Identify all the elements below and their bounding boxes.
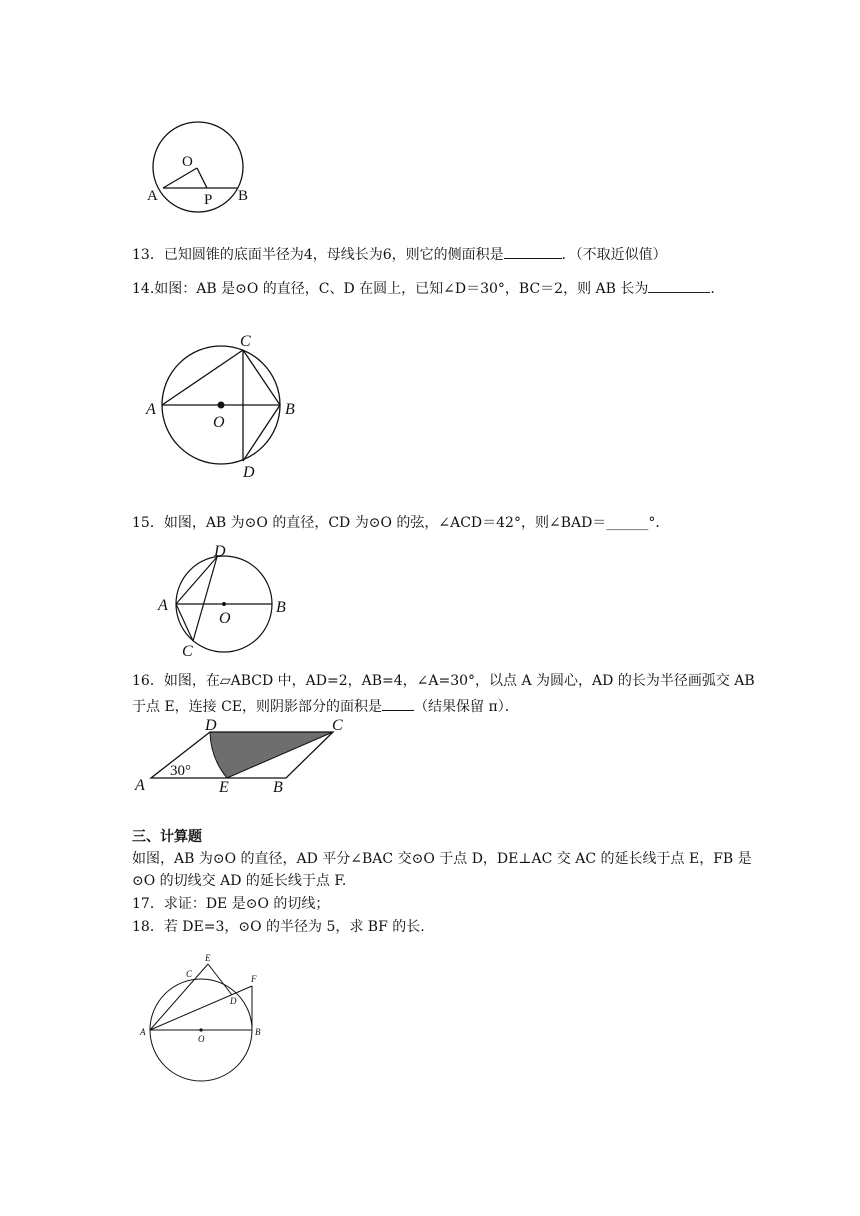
- label-d: D: [230, 996, 237, 1006]
- circle: [153, 122, 243, 212]
- figure-parallelogram: [130, 712, 350, 798]
- label-a: A: [158, 597, 168, 614]
- label-o: O: [198, 1034, 205, 1044]
- section-intro-text-1: 如图，AB 为⊙O 的直径，AD 平分∠BAC 交⊙O 于点 D，DE⊥AC 交 AC 的延长线于点 E，FB 是: [132, 851, 752, 867]
- center-point: [199, 1028, 202, 1031]
- segment-ed: [208, 964, 232, 995]
- label-e: E: [205, 953, 211, 963]
- segment-af: [150, 986, 252, 1030]
- label-c: C: [240, 333, 251, 350]
- label-b: B: [255, 1027, 261, 1037]
- question-16-text: 16．如图，在▱ABCD 中，AD=2，AB=4，∠A=30°，以点 A 为圆心，AD 的长为半径画弧交 AB: [132, 673, 755, 689]
- segment-bd: [243, 405, 280, 461]
- label-p: P: [204, 192, 213, 208]
- figure-circle-acd: [150, 538, 300, 658]
- question-17-text: 17．求证：DE 是⊙O 的切线；: [132, 896, 330, 912]
- segment-op: [197, 168, 207, 188]
- segment-ac: [176, 604, 193, 641]
- center-point: [218, 402, 225, 409]
- figure-tangent: [132, 948, 272, 1088]
- label-d: D: [214, 543, 226, 560]
- label-a: A: [135, 777, 145, 794]
- section-intro-2: [132, 872, 346, 890]
- label-f: F: [251, 974, 257, 984]
- label-c: C: [332, 717, 343, 734]
- question-16-tail: （结果保留 π）．: [414, 699, 519, 715]
- answer-blank-15[interactable]: ______: [606, 515, 649, 531]
- angle-label: 30°: [170, 763, 191, 779]
- label-o: O: [182, 154, 193, 170]
- label-c: C: [182, 643, 193, 660]
- label-o: O: [213, 414, 225, 431]
- figure-circle-abcd: [140, 330, 310, 482]
- figure-circle-chord: [140, 118, 260, 214]
- label-b: B: [285, 401, 295, 418]
- segment-ac: [162, 350, 243, 405]
- question-16-text-2: 于点 E，连接 CE，则阴影部分的面积是: [132, 699, 383, 715]
- question-18: [132, 918, 425, 936]
- question-15-text: 15．如图，AB 为⊙O 的直径，CD 为⊙O 的弦，∠ACD＝42°，则∠BAD＝: [132, 515, 607, 531]
- label-b: B: [273, 779, 283, 796]
- segment-cd: [193, 557, 217, 641]
- question-14: [132, 278, 715, 298]
- label-c: C: [186, 969, 193, 979]
- question-15-tail: °．: [648, 515, 670, 531]
- segment-ae: [150, 964, 208, 1030]
- answer-blank-16[interactable]: [382, 696, 414, 711]
- label-b: B: [276, 599, 286, 616]
- label-a: A: [146, 401, 156, 418]
- segment-cb: [243, 350, 280, 405]
- question-13: [132, 244, 667, 264]
- answer-blank-14[interactable]: [648, 278, 710, 293]
- answer-blank-13[interactable]: [504, 244, 562, 259]
- question-16-line1: [132, 672, 755, 690]
- section-title-text: 三、计算题: [132, 829, 202, 845]
- label-a: A: [140, 1027, 146, 1037]
- label-b: B: [238, 188, 249, 204]
- segment-oa: [163, 168, 197, 188]
- question-17: [132, 895, 329, 913]
- label-d: D: [205, 717, 217, 734]
- shaded-region: [210, 732, 333, 778]
- question-14-text: 14.如图：AB 是⊙O 的直径，C、D 在圆上，已知∠D＝30°，BC＝2，则 AB 长为: [132, 281, 649, 297]
- question-13-text: 13．已知圆锥的底面半径为4，母线长为6，则它的侧面积是: [132, 247, 504, 263]
- question-14-tail: .: [710, 281, 715, 297]
- question-18-text: 18．若 DE=3，⊙O 的半径为 5，求 BF 的长.: [132, 919, 425, 935]
- section-title: [132, 828, 202, 846]
- question-13-tail: ．（不取近似值）: [561, 247, 667, 263]
- question-15: [132, 514, 669, 532]
- label-o: O: [219, 610, 231, 627]
- section-intro-1: [132, 850, 752, 868]
- label-a: A: [147, 188, 158, 204]
- label-e: E: [219, 779, 229, 796]
- label-d: D: [243, 464, 255, 481]
- center-point: [222, 602, 226, 606]
- section-intro-text-2: ⊙O 的切线交 AD 的延长线于点 F.: [132, 873, 347, 889]
